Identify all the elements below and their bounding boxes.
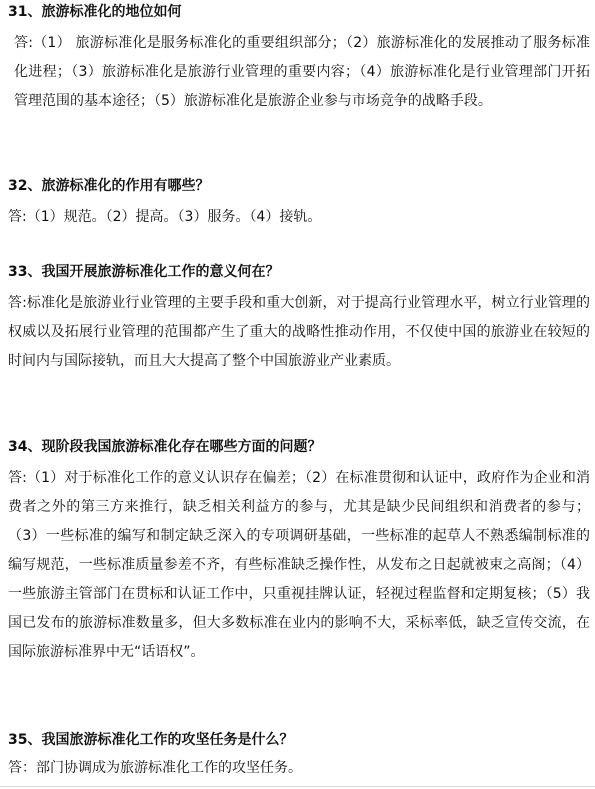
- answer-text: 答:（1）对于标准化工作的意义认识存在偏差；（2）在标准贯彻和认证中，政府作为企业和消费者之外的第三方来推行，缺乏相关利益方的参与，尤其是缺少民间组织和消费者的参与；（3）一些标准的编写和制定缺乏深入的专项调研基础，一些标准的起草人不熟悉编制标准的编写规范，一些标准质量参差不齐，有些标准缺乏操作性，从发布之日起就被束之高阁；（4）一些旅游主管部门在贯标和认证工作中，只重视挂牌认证，轻视过程监督和定期复核；（5）我国已发布的旅游标准数量多，但大多数标准在业内的影响不大，采标率低，缺乏宣传交流，在国际旅游标准界中无“话语权”。: [8, 470, 590, 660]
- question-heading: 35、我国旅游标准化工作的攻坚任务是什么？: [8, 732, 294, 748]
- page-bottom-divider: [0, 786, 595, 787]
- qa-item-33: [8, 261, 590, 376]
- question-heading: 32、旅游标准化的作用有哪些？: [8, 178, 210, 194]
- question-heading: 34、现阶段我国旅游标准化存在哪些方面的问题？: [8, 439, 322, 455]
- qa-item-35: [8, 729, 590, 783]
- answer-text: 答:（1）规范。（2）提高。（3）服务。（4）接轨。: [8, 209, 322, 225]
- qa-item-34: [8, 436, 590, 667]
- answer-text: 答：部门协调成为旅游标准化工作的攻坚任务。: [8, 760, 302, 776]
- answer-text: 答:标准化是旅游业行业管理的主要手段和重大创新，对于提高行业管理水平，树立行业管理的权威以及拓展行业管理的范围都产生了重大的战略性推动作用，不仅使中国的旅游业在较短的时间内与国际接轨，而且大大提高了整个中国旅游业产业素质。: [8, 295, 590, 369]
- qa-item-32: [8, 175, 590, 232]
- question-heading: 33、我国开展旅游标准化工作的意义何在？: [8, 264, 280, 280]
- qa-item-31: [8, 1, 590, 116]
- question-heading: 31、旅游标准化的地位如何: [8, 4, 182, 20]
- answer-text: 答:（1） 旅游标准化是服务标准化的重要组织部分；（2）旅游标准化的发展推动了服务标准化进程；（3）旅游标准化是旅游行业管理的重要内容；（4）旅游标准化是行业管理部门开拓管理范围的基本途径；（5）旅游标准化是旅游企业参与市场竞争的战略手段。: [14, 35, 590, 109]
